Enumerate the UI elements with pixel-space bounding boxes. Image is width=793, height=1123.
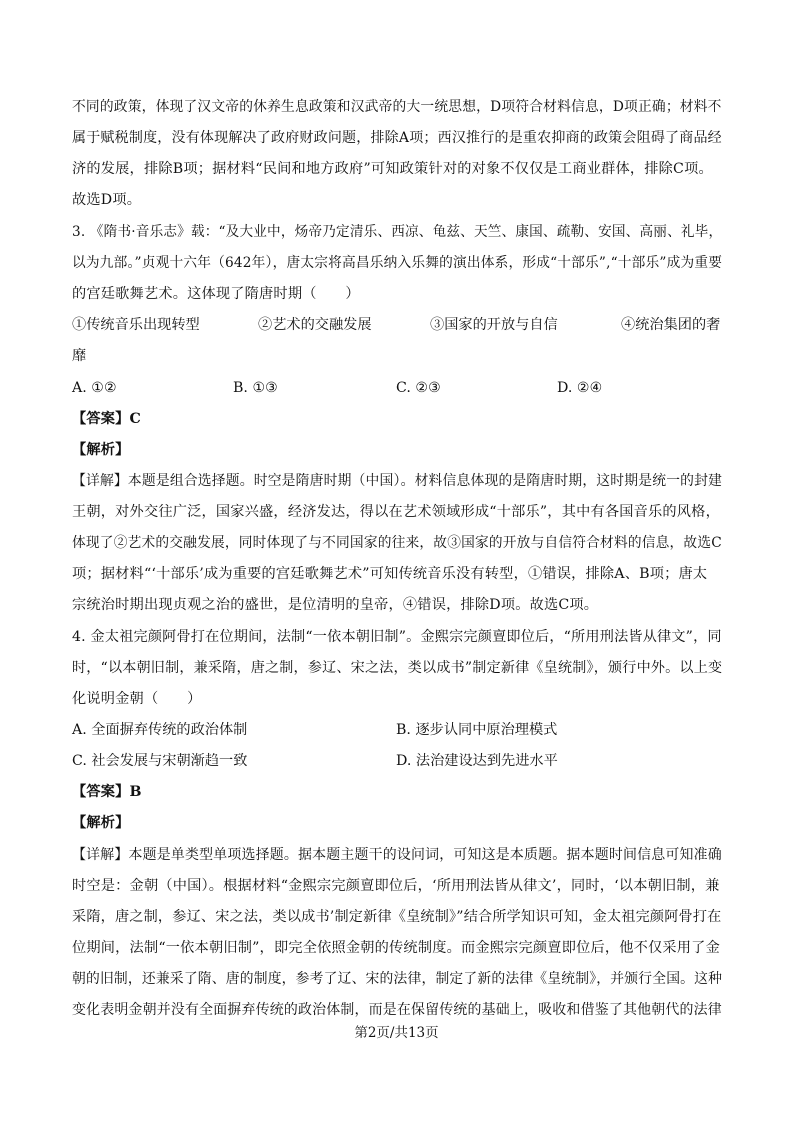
paragraph-line: 不同的政策，体现了汉文帝的休养生息政策和汉武帝的大一统思想，D项符合材料信息，D项正确；材料不 (72, 99, 722, 115)
answer-label: 【答案】B (72, 784, 142, 800)
explanation-line: 【详解】本题是单类型单项选择题。据本题主题干的设问词，可知这是本质题。据本题时间信息可知准确 (72, 847, 722, 863)
statement-item-4: ④统治集团的奢 (621, 317, 721, 333)
question-3-stem: 以为九部。”贞观十六年（642年），唐太宗将高昌乐纳入乐舞的演出体系，形成“十部乐”,“十部乐”成为重要 (72, 255, 723, 271)
explanation-line: 体现了②艺术的交融发展，同时体现了与不同国家的往来，故③国家的开放与自信符合材料的信息，故选C (72, 535, 722, 551)
explanation-line: 位期间，法制“一依本朝旧制”，即完全依照金朝的传统制度。而金熙宗完颜亶即位后，他不仅采用了金 (72, 940, 720, 956)
question-4-stem: 时，“以本朝旧制，兼采隋，唐之制，参辽、宋之法，类以成书”制定新律《皇统制》，颁行中外。以上变 (72, 660, 723, 676)
paragraph-line: 济的发展，排除B项；据材料“民间和地方政府”可知政策针对的对象不仅仅是工商业群体，排除C项。 (72, 161, 713, 177)
statement-item-4-continued: 靡 (72, 348, 87, 364)
explanation-line: 【详解】本题是组合选择题。时空是隋唐时期（中国）。材料信息体现的是隋唐时期，这时期是统一的封建 (72, 473, 723, 489)
statement-item-1: ①传统音乐出现转型 (72, 317, 200, 333)
explanation-line: 采隋，唐之制，参辽、宋之法，类以成书’制定新律《皇统制》”结合所学知识可知，金太祖完颜阿骨打在 (72, 909, 722, 925)
paragraph-line: 故选D项。 (72, 192, 142, 208)
question-3-stem: 的宫廷歌舞艺术。这体现了隋唐时期（ ） (72, 286, 360, 302)
answer-label: 【答案】C (72, 411, 142, 427)
option-b: B. ①③ (233, 380, 278, 396)
option-c: C. 社会发展与宋朝渐趋一致 (72, 753, 248, 769)
page-number: 第2页/共13页 (354, 1025, 439, 1041)
option-a: A. 全面摒弃传统的政治体制 (72, 722, 248, 738)
explanation-line: 宗统治时期出现贞观之治的盛世，是位清明的皇帝，④错误，排除D项。故选C项。 (72, 597, 599, 613)
explanation-line: 变化表明金朝并没有全面摒弃传统的政治体制，而是在保留传统的基础上，吸收和借鉴了其他朝代的法律 (72, 1002, 722, 1018)
option-a: A. ①② (72, 380, 117, 396)
explanation-line: 王朝，对外交往广泛，国家兴盛，经济发达，得以在艺术领域形成“十部乐”，其中有各国音乐的风格， (72, 504, 720, 520)
statement-item-3: ③国家的开放与自信 (430, 317, 558, 333)
question-4-stem: 4. 金太祖完颜阿骨打在位期间，法制“一依本朝旧制”。金熙宗完颜亶即位后，“所用刑法皆从律文”，同 (72, 629, 722, 645)
statement-item-2: ②艺术的交融发展 (258, 317, 372, 333)
analysis-label: 【解析】 (72, 442, 130, 458)
option-b: B. 逐步认同中原治理模式 (396, 722, 558, 738)
paragraph-line: 属于赋税制度，没有体现解决了政府财政问题，排除A项；西汉推行的是重农抑商的政策会阻碍了商品经 (72, 130, 722, 146)
option-d: D. ②④ (557, 380, 603, 396)
option-c: C. ②③ (396, 380, 441, 396)
explanation-line: 时空是：金朝（中国）。根据材料“金熙宗完颜亶即位后，‘所用刑法皆从律文’，同时，‘以本朝旧制，兼 (72, 878, 720, 894)
question-3-stem: 3. 《隋书·音乐志》载：“及大业中，炀帝乃定清乐、西凉、龟兹、天竺、康国、疏勒、安国、高丽、礼毕， (72, 224, 723, 240)
analysis-label: 【解析】 (72, 815, 130, 831)
question-4-stem: 化说明金朝（ ） (72, 691, 202, 707)
explanation-line: 项；据材料“‘十部乐’成为重要的宫廷歌舞艺术”可知传统音乐没有转型，①错误，排除A、B项；唐太 (72, 566, 708, 582)
explanation-line: 朝的旧制，还兼采了隋、唐的制度，参考了辽、宋的法律，制定了新的法律《皇统制》，并颁行全国。这种 (72, 971, 723, 987)
option-d: D. 法治建设达到先进水平 (396, 753, 558, 769)
